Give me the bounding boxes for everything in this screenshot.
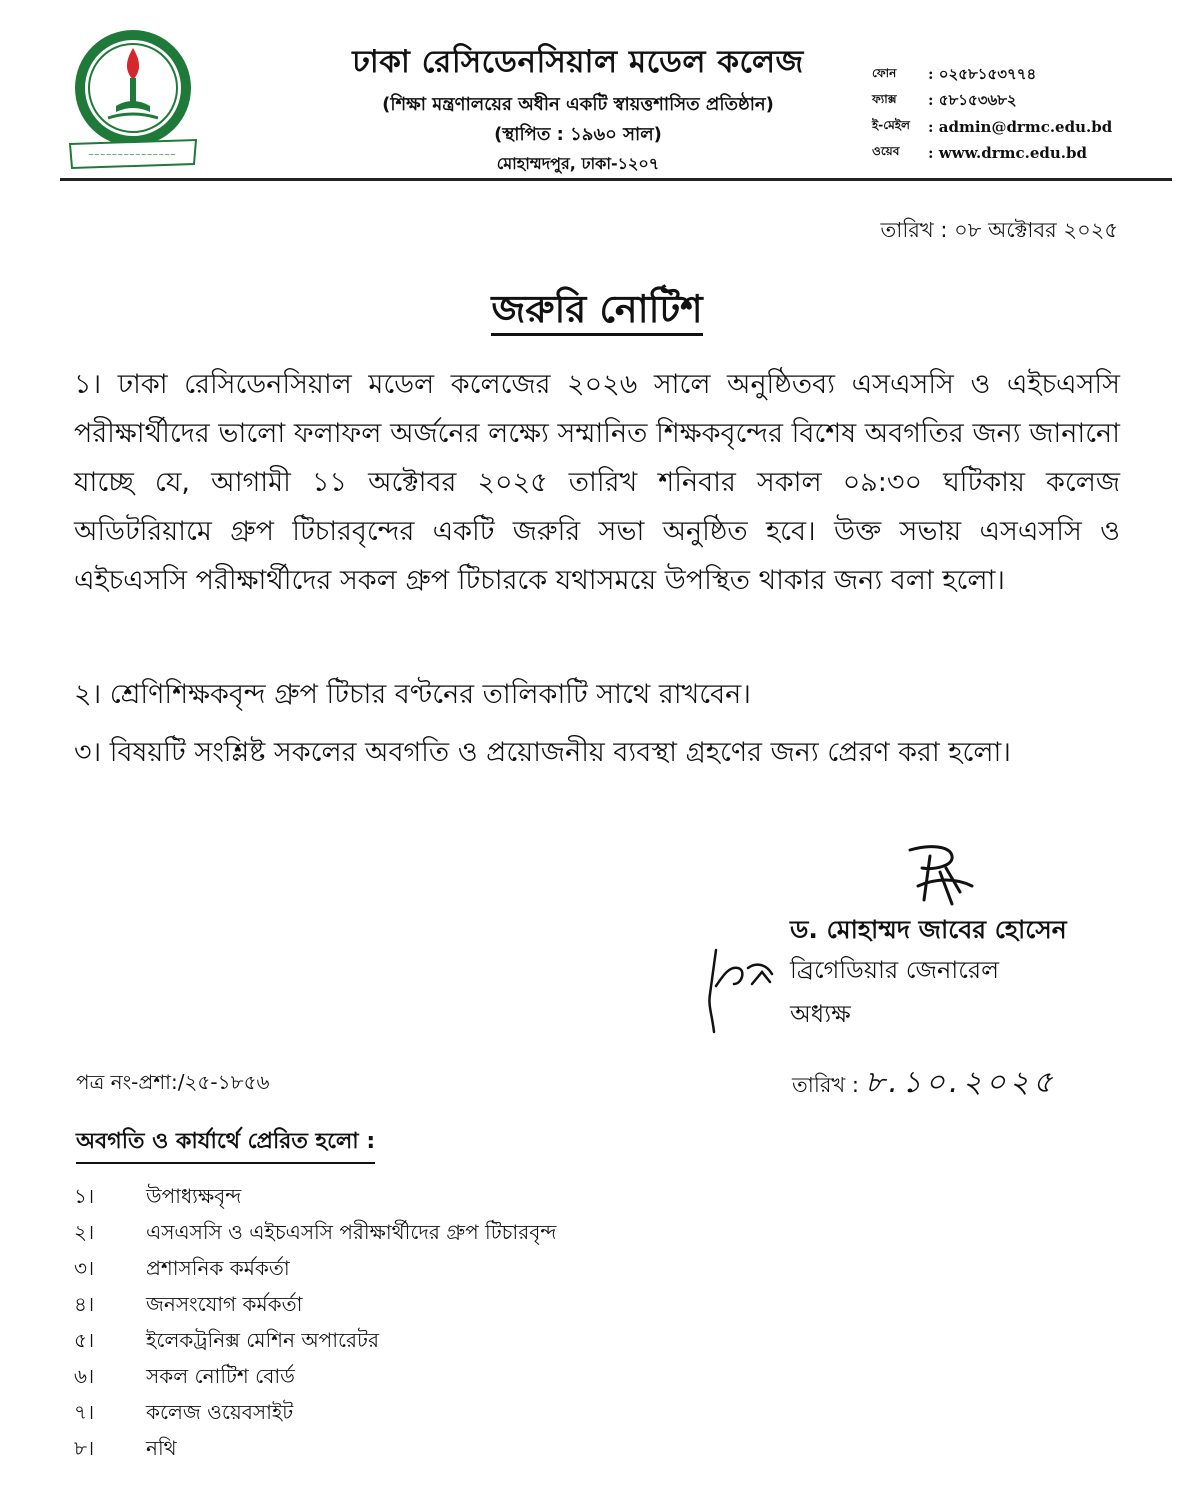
list-item-text: সকল নোটিশ বোর্ড: [146, 1363, 295, 1388]
signatory-rank: ব্রিগেডিয়ার জেনারেল: [790, 956, 999, 984]
list-item-text: ইলেকট্রনিক্স মেশিন অপারেটর: [146, 1327, 379, 1352]
list-item-number: ৬।: [74, 1363, 95, 1388]
contact-fax: [872, 88, 1172, 114]
contact-label: ফ্যাক্স: [872, 92, 897, 106]
contact-label: ওয়েব: [872, 144, 900, 158]
list-item-text: নথি: [146, 1435, 177, 1460]
contact-value: : ০২৫৮১৫৩৭৭৪: [928, 64, 1037, 83]
contact-value: : ৫৮১৫৩৬৮২: [928, 90, 1017, 109]
college-logo: [68, 26, 198, 176]
cc-heading: অবগতি ও কার্যার্থে প্রেরিত হলো :: [76, 1124, 375, 1164]
cc-list: [74, 1180, 556, 1468]
list-item-text: কলেজ ওয়েবসাইট: [146, 1399, 294, 1424]
list-item: [74, 1324, 556, 1360]
signature-mark: [900, 842, 980, 908]
notice-title: [0, 280, 1194, 344]
college-name: ঢাকা রেসিডেনসিয়াল মডেল কলেজ: [352, 44, 804, 80]
list-item: [74, 1252, 556, 1288]
list-item: [74, 1360, 556, 1396]
notice-title-text: জরুরি নোটিশ: [491, 287, 702, 336]
list-item-text: উপাধ্যক্ষবৃন্দ: [146, 1183, 242, 1208]
list-item-text: এসএসসি ও এইচএসসি পরীক্ষার্থীদের গ্রুপ টিচারবৃন্দ: [146, 1219, 557, 1244]
list-item-number: ২।: [74, 1219, 95, 1244]
contact-value[interactable]: : admin@drmc.edu.bd: [928, 118, 1113, 136]
list-item-number: ৭।: [74, 1399, 95, 1424]
contact-web: [872, 140, 1172, 166]
list-item: [74, 1396, 556, 1432]
notice-paragraph-2: ২। শ্রেণিশিক্ষকবৃন্দ গ্রুপ টিচার বণ্টনের তালিকাটি সাথে রাখবেন।: [74, 679, 751, 710]
signatory-designation: অধ্যক্ষ: [790, 1000, 851, 1028]
letterhead-divider: [60, 178, 1172, 181]
list-item-number: ৮।: [74, 1435, 95, 1460]
initial-mark: [700, 944, 784, 1036]
list-item-number: ৫।: [74, 1327, 95, 1352]
college-address: মোহাম্মদপুর, ঢাকা-১২০৭: [496, 154, 660, 173]
signatory-name: ড. মোহাম্মদ জাবের হোসেন: [790, 915, 1067, 944]
signature-date-handwritten: ৮.১০.২০২৫: [864, 1065, 1057, 1100]
svg-text:~~~~~~~~~~~~~~~: ~~~~~~~~~~~~~~~: [88, 151, 176, 159]
contact-email: [872, 114, 1172, 140]
college-subtitle: (শিক্ষা মন্ত্রণালয়ের অধীন একটি স্বায়ত্তশাসিত প্রতিষ্ঠান): [382, 94, 774, 115]
notice-paragraph-3: ৩। বিষয়টি সংশ্লিষ্ট সকলের অবগতি ও প্রয়োজনীয় ব্যবস্থা গ্রহণের জন্য প্রেরণ করা হলো।: [74, 737, 1011, 768]
list-item-number: ৩।: [74, 1255, 95, 1280]
list-item: [74, 1288, 556, 1324]
contact-value[interactable]: : www.drmc.edu.bd: [928, 144, 1087, 162]
contact-label: ই-মেইল: [872, 118, 910, 132]
contact-phone: [872, 62, 1172, 88]
college-established: (স্থাপিত : ১৯৬০ সাল): [494, 124, 662, 145]
reference-number: পত্র নং-প্রশা:/২৫-১৮৫৬: [76, 1070, 270, 1094]
signature-date-label: তারিখ :: [792, 1073, 859, 1097]
list-item: [74, 1216, 556, 1252]
notice-paragraph-1: ১। ঢাকা রেসিডেনসিয়াল মডেল কলেজের ২০২৬ সালে অনুষ্ঠিতব্য এসএসসি ও এইচএসসি পরীক্ষার্থীদের ভালো ফলাফল অর্জনের লক্ষ্যে সম্মানিত শিক্ষকবৃন্দের বিশেষ অবগতির জন্য জানানো যাচ্ছে যে, আগামী ১১ অক্টোবর ২০২৫ তারিখ শনিবার সকাল ০৯:৩০ ঘটিকায় কলেজ অডিটরিয়ামে গ্রুপ টিচারবৃন্দের একটি জরুরি সভা অনুষ্ঠিত হবে। উক্ত সভায় এসএসসি ও এইচএসসি পরীক্ষার্থীদের সকল গ্রুপ টিচারকে যথাসময়ে উপস্থিত থাকার জন্য বলা হলো।: [74, 369, 1120, 596]
list-item: [74, 1180, 556, 1216]
signature-date: [792, 1058, 1056, 1109]
list-item-text: প্রশাসনিক কর্মকর্তা: [146, 1255, 290, 1280]
list-item-number: ১।: [74, 1183, 95, 1208]
list-item: [74, 1432, 556, 1468]
contact-block: [872, 62, 1172, 166]
list-item-number: ৪।: [74, 1291, 95, 1316]
notice-date: তারিখ : ০৮ অক্টোবর ২০২৫: [880, 218, 1118, 242]
list-item-text: জনসংযোগ কর্মকর্তা: [146, 1291, 303, 1316]
contact-label: ফোন: [872, 66, 897, 80]
